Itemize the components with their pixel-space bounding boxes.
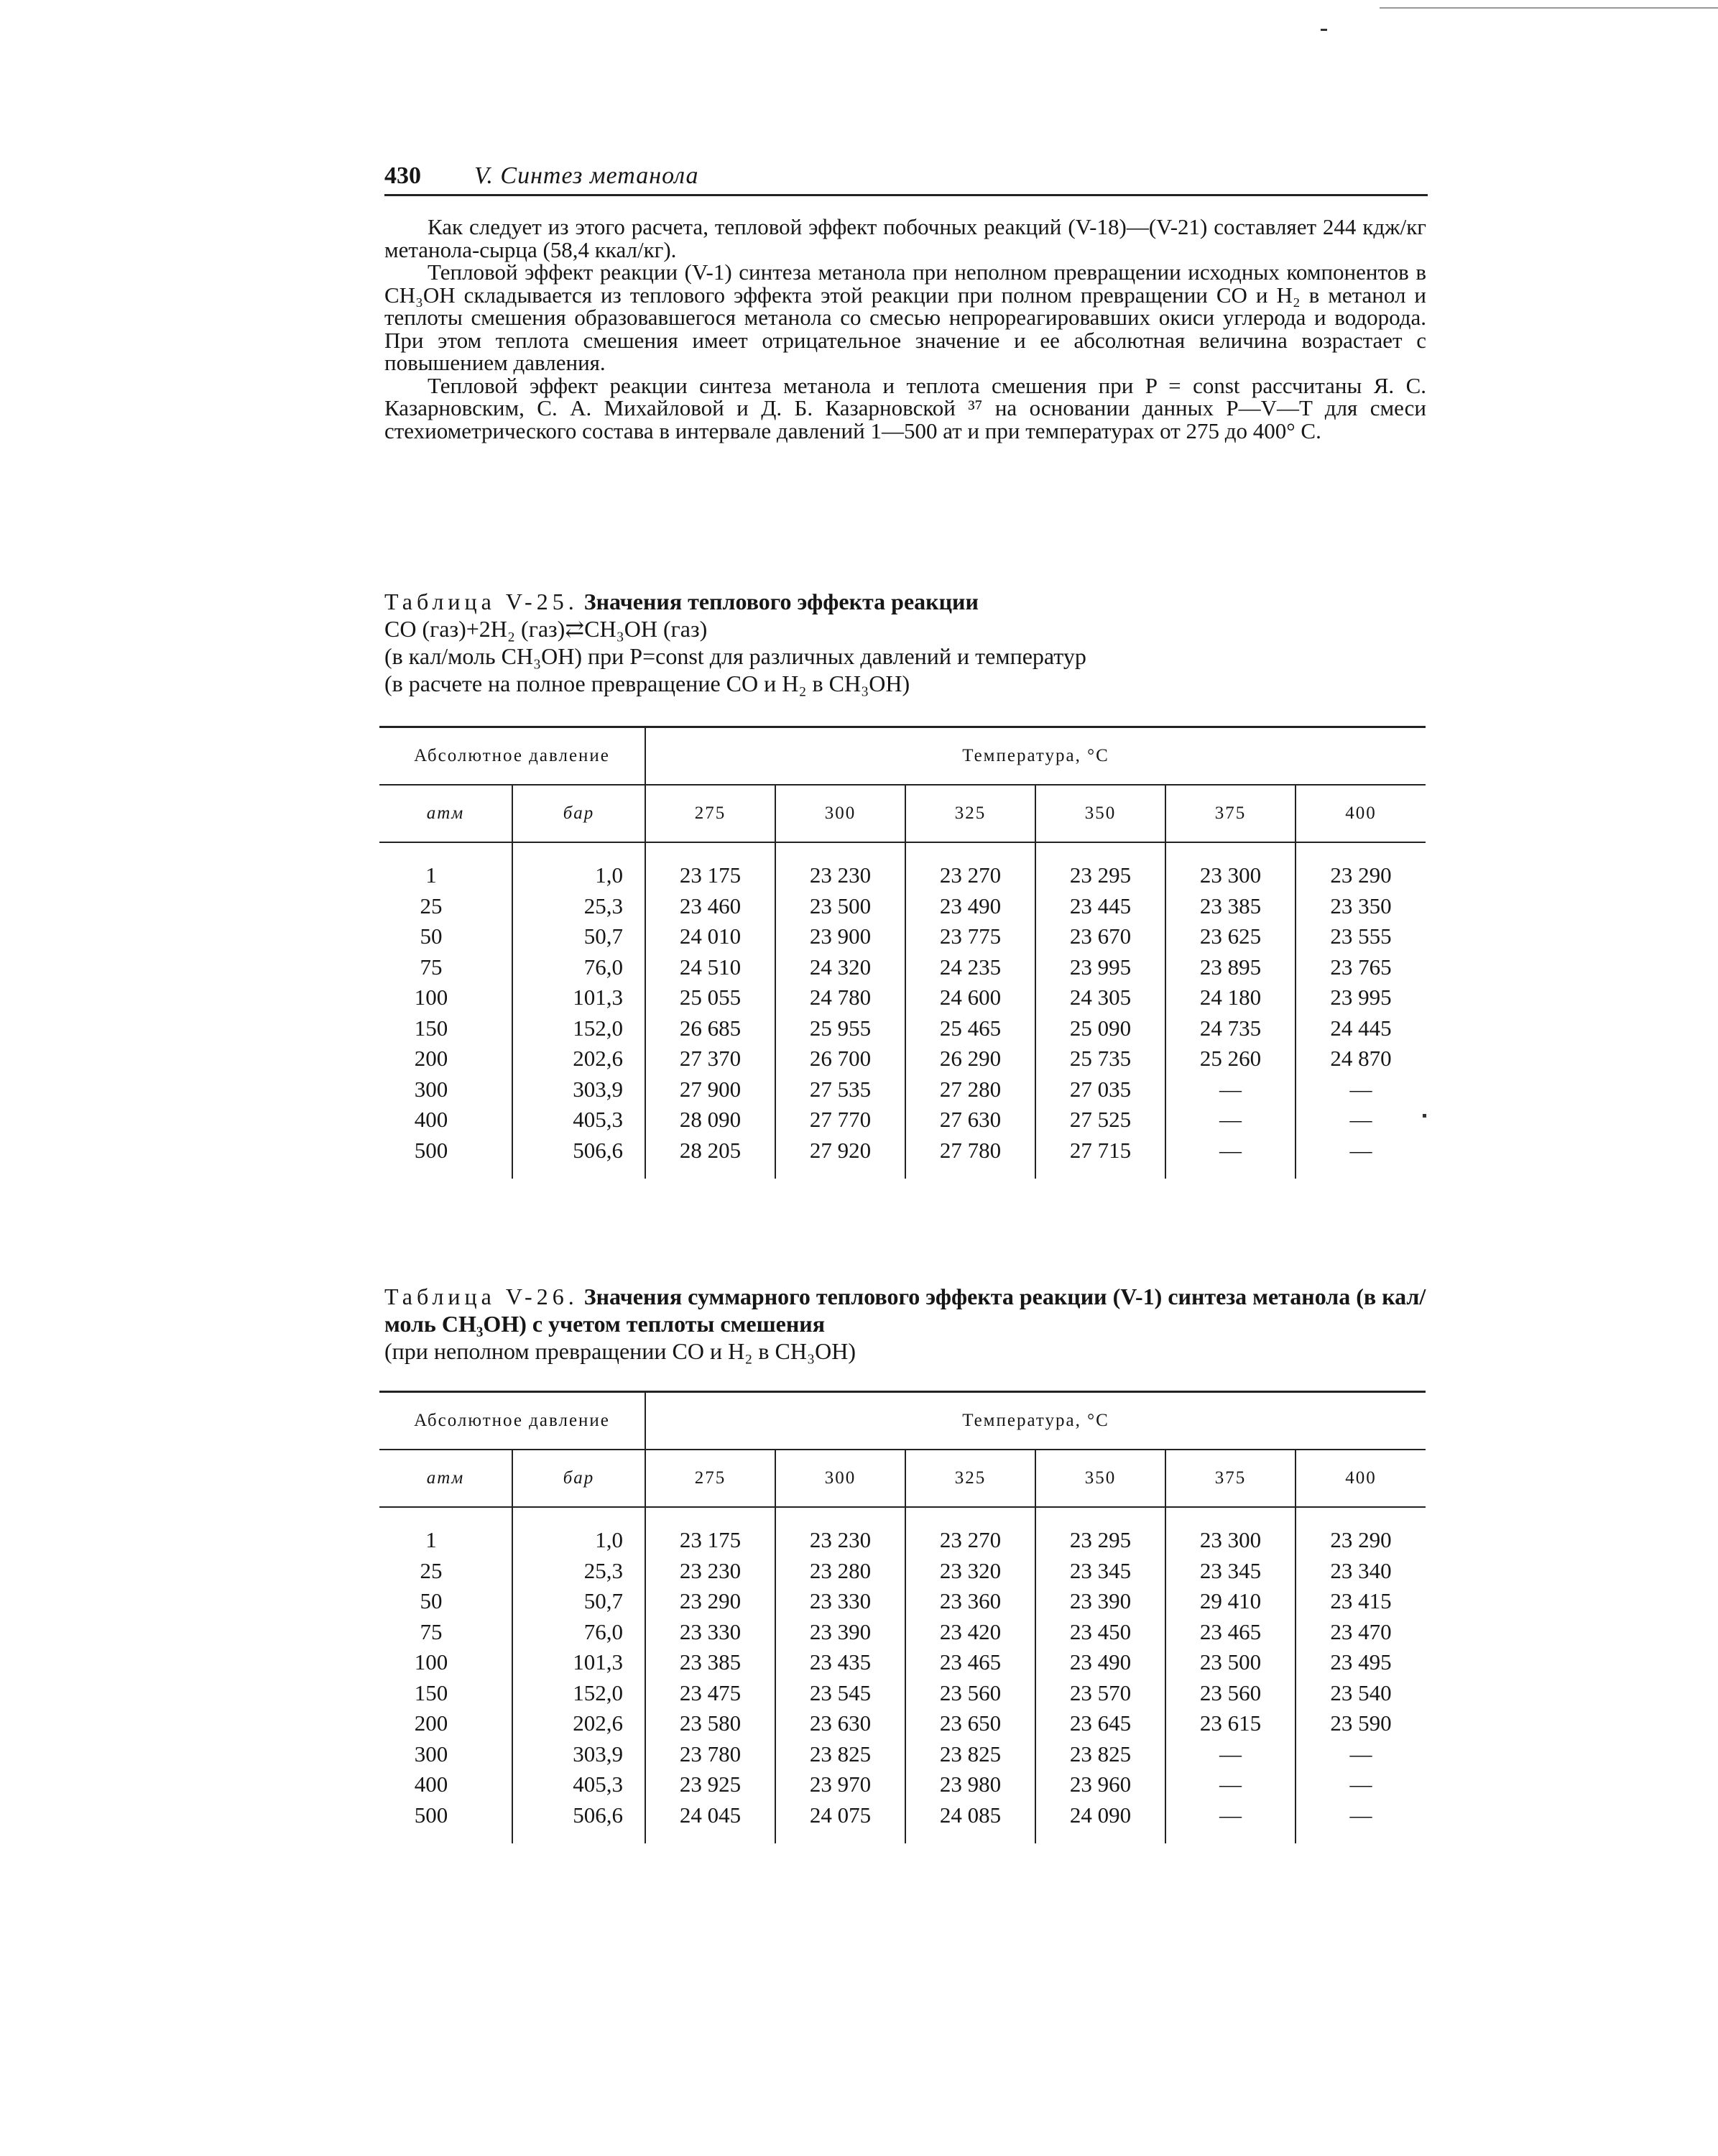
- unit-atm-header: атм: [379, 1450, 512, 1507]
- cell-bar: 303,9: [512, 1739, 645, 1770]
- spacer-cell: [775, 1507, 905, 1525]
- cell-value: —: [1165, 1105, 1296, 1135]
- cell-value: 23 825: [1035, 1739, 1165, 1770]
- cell-value: 23 330: [775, 1586, 905, 1617]
- cell-value: 23 580: [645, 1708, 775, 1739]
- cell-value: 23 175: [645, 1525, 775, 1556]
- cell-bar: 76,0: [512, 1617, 645, 1648]
- spacer-cell: [512, 1507, 645, 1525]
- cell-value: 26 685: [645, 1013, 775, 1044]
- data-table: [379, 1391, 1426, 1843]
- cell-value: 23 615: [1165, 1708, 1296, 1739]
- caption-line: (в кал/моль CH₃OH) при P=const для различных давлений и температур: [384, 643, 1086, 669]
- cell-bar: 405,3: [512, 1105, 645, 1135]
- table-row: [379, 1617, 1426, 1648]
- cell-value: 23 670: [1035, 921, 1165, 952]
- cell-value: 23 645: [1035, 1708, 1165, 1739]
- cell-value: —: [1296, 1769, 1426, 1800]
- temp-400-header: 400: [1296, 1450, 1426, 1507]
- cell-value: 23 970: [775, 1769, 905, 1800]
- table-label: Таблица V-26.: [384, 1284, 578, 1309]
- spacer-cell: [512, 1166, 645, 1179]
- spacer-cell: [905, 1166, 1035, 1179]
- cell-value: 23 270: [905, 860, 1035, 891]
- cell-value: 29 410: [1165, 1586, 1296, 1617]
- cell-value: 27 035: [1035, 1074, 1165, 1105]
- cell-value: 23 435: [775, 1647, 905, 1678]
- spacer-cell: [1165, 1830, 1296, 1843]
- temp-350-header: 350: [1035, 785, 1165, 842]
- cell-value: —: [1296, 1105, 1426, 1135]
- table-body: [379, 1507, 1426, 1843]
- cell-value: 24 445: [1296, 1013, 1426, 1044]
- data-table: [379, 726, 1426, 1179]
- table-row: [379, 952, 1426, 983]
- cell-value: 23 345: [1035, 1556, 1165, 1587]
- section-title: V. Синтез метанола: [474, 162, 699, 189]
- cell-value: —: [1165, 1135, 1296, 1166]
- cell-value: 23 415: [1296, 1586, 1426, 1617]
- paragraph: Тепловой эффект реакции синтеза метанола и теплота смешения при P = const рассчитаны Я. С. Казарновским, С. А. Михайловой и Д. Б. Казарновской ³⁷ на основании данных P—V—T для смеси стехиометрического состава в интервале давлений 1—500 ат и при температурах от 275 до 400° С.: [384, 372, 1426, 443]
- cell-atm: 1: [425, 1527, 437, 1553]
- cell-value: 23 300: [1165, 860, 1296, 891]
- table-row: [379, 1586, 1426, 1617]
- cell-value: 23 545: [775, 1678, 905, 1709]
- unit-bar-header: бар: [512, 1450, 645, 1507]
- cell-value: —: [1296, 1739, 1426, 1770]
- cell-value: 23 450: [1035, 1617, 1165, 1648]
- cell-bar: 1,0: [512, 1525, 645, 1556]
- cell-value: 23 780: [645, 1739, 775, 1770]
- page-number: 430: [384, 162, 421, 189]
- cell-value: 24 305: [1035, 982, 1165, 1013]
- cell-atm: 150: [414, 1015, 448, 1041]
- cell-atm: 400: [414, 1772, 448, 1797]
- scan-edge-line: [1380, 7, 1718, 9]
- spacer-cell: [1035, 1166, 1165, 1179]
- cell-value: 23 345: [1165, 1556, 1296, 1587]
- spacer-cell: [512, 1830, 645, 1843]
- table-caption: [384, 1283, 1426, 1365]
- cell-value: 23 350: [1296, 891, 1426, 922]
- cell-value: —: [1296, 1800, 1426, 1831]
- cell-value: —: [1165, 1739, 1296, 1770]
- cell-value: 25 055: [645, 982, 775, 1013]
- cell-value: 23 270: [905, 1525, 1035, 1556]
- spacer-cell: [379, 1507, 512, 1525]
- cell-atm: 500: [414, 1137, 448, 1163]
- temp-375-header: 375: [1165, 1450, 1296, 1507]
- temperature-header: Температура, °С: [645, 727, 1426, 786]
- cell-value: 23 460: [645, 891, 775, 922]
- cell-value: 27 900: [645, 1074, 775, 1105]
- cell-value: 24 235: [905, 952, 1035, 983]
- cell-atm: 75: [420, 1618, 443, 1644]
- cell-value: 23 490: [905, 891, 1035, 922]
- cell-value: 23 925: [645, 1769, 775, 1800]
- cell-atm: 500: [414, 1802, 448, 1828]
- spacer-cell: [645, 842, 775, 860]
- cell-bar: 101,3: [512, 982, 645, 1013]
- cell-value: 23 360: [905, 1586, 1035, 1617]
- cell-bar: 25,3: [512, 891, 645, 922]
- cell-value: 23 560: [1165, 1678, 1296, 1709]
- table-row: [379, 1556, 1426, 1587]
- cell-value: —: [1296, 1074, 1426, 1105]
- caption-line: CO (газ)+2H₂ (газ)⇄CH₃OH (газ): [384, 616, 708, 642]
- table-title: Значения суммарного теплового эффекта реакции (V-1) синтеза метанола (в кал/моль CH₃OH) с учетом теплоты смешения: [384, 1284, 1426, 1337]
- cell-value: 23 540: [1296, 1678, 1426, 1709]
- cell-value: 24 010: [645, 921, 775, 952]
- cell-atm: 25: [420, 1557, 443, 1583]
- cell-value: 23 175: [645, 860, 775, 891]
- table-row: [379, 1678, 1426, 1709]
- caption-line: (в расчете на полное превращение CO и H₂ в CH₃OH): [384, 671, 910, 696]
- cell-value: 25 260: [1165, 1044, 1296, 1074]
- spacer-cell: [645, 1830, 775, 1843]
- cell-value: 24 780: [775, 982, 905, 1013]
- paragraph: Как следует из этого расчета, тепловой эффект побочных реакций (V-18)—(V-21) составляет 244 кдж/кг метанола-сырца (58,4 ккал/кг).: [384, 214, 1426, 262]
- cell-value: 27 920: [775, 1135, 905, 1166]
- cell-value: 27 770: [775, 1105, 905, 1135]
- spacer-cell: [905, 1830, 1035, 1843]
- cell-value: 24 510: [645, 952, 775, 983]
- temperature-header: Температура, °С: [645, 1392, 1426, 1450]
- cell-value: 23 980: [905, 1769, 1035, 1800]
- spacer-row: [379, 1166, 1426, 1179]
- table-row: [379, 1647, 1426, 1678]
- cell-bar: 152,0: [512, 1678, 645, 1709]
- cell-value: 23 390: [775, 1617, 905, 1648]
- pressure-header: Абсолютное давление: [379, 727, 645, 786]
- cell-value: 25 955: [775, 1013, 905, 1044]
- cell-value: 23 500: [775, 891, 905, 922]
- cell-bar: 50,7: [512, 921, 645, 952]
- spacer-row: [379, 1507, 1426, 1525]
- temp-325-header: 325: [905, 785, 1035, 842]
- cell-value: 23 230: [775, 860, 905, 891]
- cell-bar: 76,0: [512, 952, 645, 983]
- cell-value: 27 780: [905, 1135, 1035, 1166]
- caption-line: (при неполном превращении CO и H₂ в CH₃OH): [384, 1338, 856, 1364]
- table-row: [379, 1074, 1426, 1105]
- cell-value: 23 320: [905, 1556, 1035, 1587]
- cell-value: 23 625: [1165, 921, 1296, 952]
- table-row: [379, 921, 1426, 952]
- spacer-cell: [512, 842, 645, 860]
- cell-value: 23 555: [1296, 921, 1426, 952]
- cell-value: 23 960: [1035, 1769, 1165, 1800]
- cell-value: 28 090: [645, 1105, 775, 1135]
- cell-value: 23 290: [1296, 1525, 1426, 1556]
- cell-value: 23 295: [1035, 1525, 1165, 1556]
- cell-value: 23 590: [1296, 1708, 1426, 1739]
- spacer-cell: [1165, 842, 1296, 860]
- cell-value: —: [1165, 1769, 1296, 1800]
- cell-value: 23 385: [1165, 891, 1296, 922]
- scan-speck: [1321, 29, 1327, 31]
- table-label: Таблица V-25.: [384, 589, 578, 614]
- table-row: [379, 860, 1426, 891]
- table-row: [379, 1044, 1426, 1074]
- cell-bar: 101,3: [512, 1647, 645, 1678]
- spacer-cell: [775, 842, 905, 860]
- cell-value: 23 230: [775, 1525, 905, 1556]
- cell-value: 23 500: [1165, 1647, 1296, 1678]
- spacer-cell: [1296, 842, 1426, 860]
- cell-atm: 1: [425, 862, 437, 888]
- cell-bar: 152,0: [512, 1013, 645, 1044]
- body-text: [384, 216, 1426, 442]
- temp-275-header: 275: [645, 1450, 775, 1507]
- table-row: [379, 1525, 1426, 1556]
- cell-atm: 50: [420, 923, 443, 949]
- cell-value: 23 900: [775, 921, 905, 952]
- temp-300-header: 300: [775, 785, 905, 842]
- cell-value: 24 600: [905, 982, 1035, 1013]
- cell-value: 25 735: [1035, 1044, 1165, 1074]
- cell-value: 23 560: [905, 1678, 1035, 1709]
- table-body: [379, 842, 1426, 1179]
- cell-value: 23 385: [645, 1647, 775, 1678]
- cell-value: 23 650: [905, 1708, 1035, 1739]
- cell-value: 23 995: [1296, 982, 1426, 1013]
- cell-atm: 100: [414, 985, 448, 1010]
- cell-value: 23 995: [1035, 952, 1165, 983]
- cell-value: 23 420: [905, 1617, 1035, 1648]
- cell-atm: 200: [414, 1710, 448, 1736]
- spacer-cell: [645, 1166, 775, 1179]
- table-title: Значения теплового эффекта реакции: [583, 589, 979, 614]
- cell-value: 23 825: [905, 1739, 1035, 1770]
- temp-275-header: 275: [645, 785, 775, 842]
- cell-bar: 50,7: [512, 1586, 645, 1617]
- cell-value: 23 475: [645, 1678, 775, 1709]
- spacer-cell: [775, 1830, 905, 1843]
- cell-value: 24 870: [1296, 1044, 1426, 1074]
- table-row: [379, 1105, 1426, 1135]
- cell-bar: 25,3: [512, 1556, 645, 1587]
- cell-bar: 1,0: [512, 860, 645, 891]
- cell-atm: 300: [414, 1076, 448, 1102]
- cell-value: 26 700: [775, 1044, 905, 1074]
- cell-value: 23 230: [645, 1556, 775, 1587]
- cell-value: 24 075: [775, 1800, 905, 1831]
- spacer-cell: [379, 842, 512, 860]
- table-row: [379, 1708, 1426, 1739]
- spacer-cell: [379, 1166, 512, 1179]
- cell-value: 24 735: [1165, 1013, 1296, 1044]
- spacer-cell: [1035, 842, 1165, 860]
- cell-value: —: [1165, 1074, 1296, 1105]
- spacer-cell: [1296, 1166, 1426, 1179]
- cell-value: 23 630: [775, 1708, 905, 1739]
- table-caption: [384, 588, 1426, 697]
- cell-atm: 400: [414, 1107, 448, 1133]
- table-row: [379, 891, 1426, 922]
- spacer-cell: [379, 1830, 512, 1843]
- cell-value: 23 445: [1035, 891, 1165, 922]
- spacer-cell: [905, 1507, 1035, 1525]
- temp-375-header: 375: [1165, 785, 1296, 842]
- cell-value: 28 205: [645, 1135, 775, 1166]
- cell-value: 23 340: [1296, 1556, 1426, 1587]
- unit-bar-header: бар: [512, 785, 645, 842]
- cell-value: 24 045: [645, 1800, 775, 1831]
- cell-atm: 75: [420, 954, 443, 980]
- cell-value: 23 495: [1296, 1647, 1426, 1678]
- cell-value: 27 280: [905, 1074, 1035, 1105]
- spacer-cell: [775, 1166, 905, 1179]
- cell-value: 23 825: [775, 1739, 905, 1770]
- table-row: [379, 1013, 1426, 1044]
- cell-atm: 50: [420, 1588, 443, 1614]
- spacer-cell: [1035, 1830, 1165, 1843]
- table-row: [379, 982, 1426, 1013]
- cell-value: 25 465: [905, 1013, 1035, 1044]
- cell-value: 23 895: [1165, 952, 1296, 983]
- cell-value: 24 180: [1165, 982, 1296, 1013]
- cell-value: 27 715: [1035, 1135, 1165, 1166]
- cell-value: 23 295: [1035, 860, 1165, 891]
- table-row: [379, 1739, 1426, 1770]
- temp-300-header: 300: [775, 1450, 905, 1507]
- running-header: [384, 160, 1428, 196]
- unit-atm-header: атм: [379, 785, 512, 842]
- cell-value: 23 570: [1035, 1678, 1165, 1709]
- cell-bar: 506,6: [512, 1800, 645, 1831]
- temp-325-header: 325: [905, 1450, 1035, 1507]
- cell-value: 27 630: [905, 1105, 1035, 1135]
- table-row: [379, 1135, 1426, 1166]
- paragraph: Тепловой эффект реакции (V-1) синтеза метанола при неполном превращении исходных компонентов в CH₃OH складывается из теплового эффекта этой реакции при полном превращении CO и H₂ в метанол и теплоты смешения образовавшегося метанола со смесью непрореагировавших окиси углерода и водорода. При этом теплота смешения имеет отрицательное значение и ее абсолютная величина возрастает с повышением давления.: [384, 259, 1426, 375]
- cell-value: 23 465: [1165, 1617, 1296, 1648]
- cell-value: 23 330: [645, 1617, 775, 1648]
- cell-value: —: [1296, 1135, 1426, 1166]
- cell-value: 23 300: [1165, 1525, 1296, 1556]
- cell-value: 27 525: [1035, 1105, 1165, 1135]
- cell-value: 23 290: [1296, 860, 1426, 891]
- cell-value: 26 290: [905, 1044, 1035, 1074]
- table-row: [379, 1769, 1426, 1800]
- spacer-row: [379, 842, 1426, 860]
- temp-350-header: 350: [1035, 1450, 1165, 1507]
- pressure-header: Абсолютное давление: [379, 1392, 645, 1450]
- cell-value: 27 535: [775, 1074, 905, 1105]
- cell-atm: 100: [414, 1649, 448, 1675]
- spacer-row: [379, 1830, 1426, 1843]
- cell-bar: 506,6: [512, 1135, 645, 1166]
- cell-value: 24 090: [1035, 1800, 1165, 1831]
- spacer-cell: [1296, 1830, 1426, 1843]
- table-row: [379, 1800, 1426, 1831]
- spacer-cell: [1035, 1507, 1165, 1525]
- cell-bar: 405,3: [512, 1769, 645, 1800]
- cell-value: 24 085: [905, 1800, 1035, 1831]
- cell-value: 23 280: [775, 1556, 905, 1587]
- temp-400-header: 400: [1296, 785, 1426, 842]
- cell-value: 25 090: [1035, 1013, 1165, 1044]
- cell-value: 23 390: [1035, 1586, 1165, 1617]
- cell-atm: 150: [414, 1680, 448, 1705]
- spacer-cell: [645, 1507, 775, 1525]
- cell-bar: 202,6: [512, 1708, 645, 1739]
- cell-atm: 300: [414, 1741, 448, 1766]
- cell-atm: 200: [414, 1046, 448, 1072]
- cell-value: 23 465: [905, 1647, 1035, 1678]
- cell-atm: 25: [420, 893, 443, 918]
- cell-value: 23 470: [1296, 1617, 1426, 1648]
- cell-bar: 202,6: [512, 1044, 645, 1074]
- spacer-cell: [1296, 1507, 1426, 1525]
- cell-value: 23 775: [905, 921, 1035, 952]
- spacer-cell: [1165, 1166, 1296, 1179]
- spacer-cell: [905, 842, 1035, 860]
- cell-value: 23 290: [645, 1586, 775, 1617]
- cell-bar: 303,9: [512, 1074, 645, 1105]
- cell-value: 23 490: [1035, 1647, 1165, 1678]
- cell-value: —: [1165, 1800, 1296, 1831]
- cell-value: 23 765: [1296, 952, 1426, 983]
- cell-value: 27 370: [645, 1044, 775, 1074]
- cell-value: 24 320: [775, 952, 905, 983]
- scan-speck: [1423, 1114, 1426, 1118]
- spacer-cell: [1165, 1507, 1296, 1525]
